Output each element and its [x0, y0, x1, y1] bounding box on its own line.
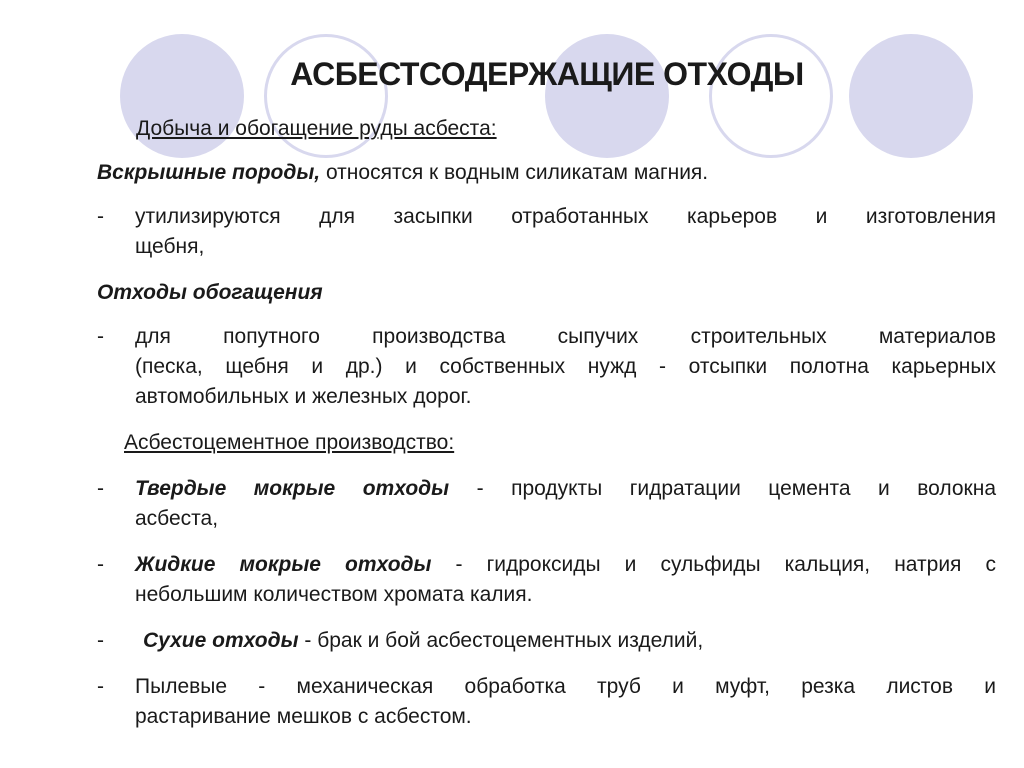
- list-item-byproduct: [97, 322, 996, 412]
- item-line: автомобильных и железных дорог.: [135, 385, 472, 408]
- item-line: для попутного производства сыпучих строительных материалов: [135, 325, 996, 348]
- slide-body: [97, 114, 996, 732]
- list-dash: -: [97, 675, 104, 698]
- slide-title: АСБЕСТСОДЕРЖАЩИЕ ОТХОДЫ: [290, 56, 804, 92]
- liquid-wet-term: Жидкие мокрые отходы: [135, 553, 432, 576]
- enrichment-heading: Отходы обогащения: [97, 281, 323, 304]
- list-item-liquid-wet: [97, 550, 996, 610]
- item-line: [135, 626, 996, 656]
- overburden-text: относятся к водным силикатам магния.: [320, 161, 709, 184]
- list-item-dry: [97, 626, 996, 656]
- list-dash: -: [97, 205, 104, 228]
- liquid-wet-text: - гидроксиды и сульфиды кальция, натрия с: [431, 553, 996, 576]
- dry-term: Сухие отходы: [143, 629, 299, 652]
- section-heading-asbestos-cement: Асбестоцементное производство:: [124, 431, 455, 454]
- list-item-dust: [97, 672, 996, 732]
- item-line: (песка, щебня и др.) и собственных нужд - отсыпки полотна карьерных: [135, 355, 996, 378]
- item-line: [135, 550, 996, 580]
- dry-text: - брак и бой асбестоцементных изделий,: [298, 629, 704, 652]
- list-dash: -: [97, 553, 104, 576]
- overburden-term: Вскрышные породы,: [97, 161, 321, 184]
- item-line: растаривание мешков с асбестом.: [135, 705, 472, 728]
- list-item-utilization: [97, 202, 996, 262]
- item-line: [135, 474, 996, 504]
- list-dash: -: [97, 629, 104, 652]
- list-dash: -: [97, 477, 104, 500]
- section-heading-mining: Добыча и обогащение руды асбеста:: [136, 117, 497, 140]
- item-line: асбеста,: [135, 507, 219, 530]
- solid-wet-text: - продукты гидратации цемента и волокна: [449, 477, 996, 500]
- solid-wet-term: Твердые мокрые отходы: [135, 477, 450, 500]
- item-line: небольшим количеством хромата калия.: [135, 583, 533, 606]
- item-line: Пылевые - механическая обработка труб и муфт, резка листов и: [135, 675, 996, 698]
- item-line: щебня,: [135, 235, 205, 258]
- overburden-paragraph: [97, 158, 996, 188]
- list-dash: -: [97, 325, 104, 348]
- item-line: утилизируются для засыпки отработанных карьеров и изготовления: [135, 205, 996, 228]
- list-item-solid-wet: [97, 474, 996, 534]
